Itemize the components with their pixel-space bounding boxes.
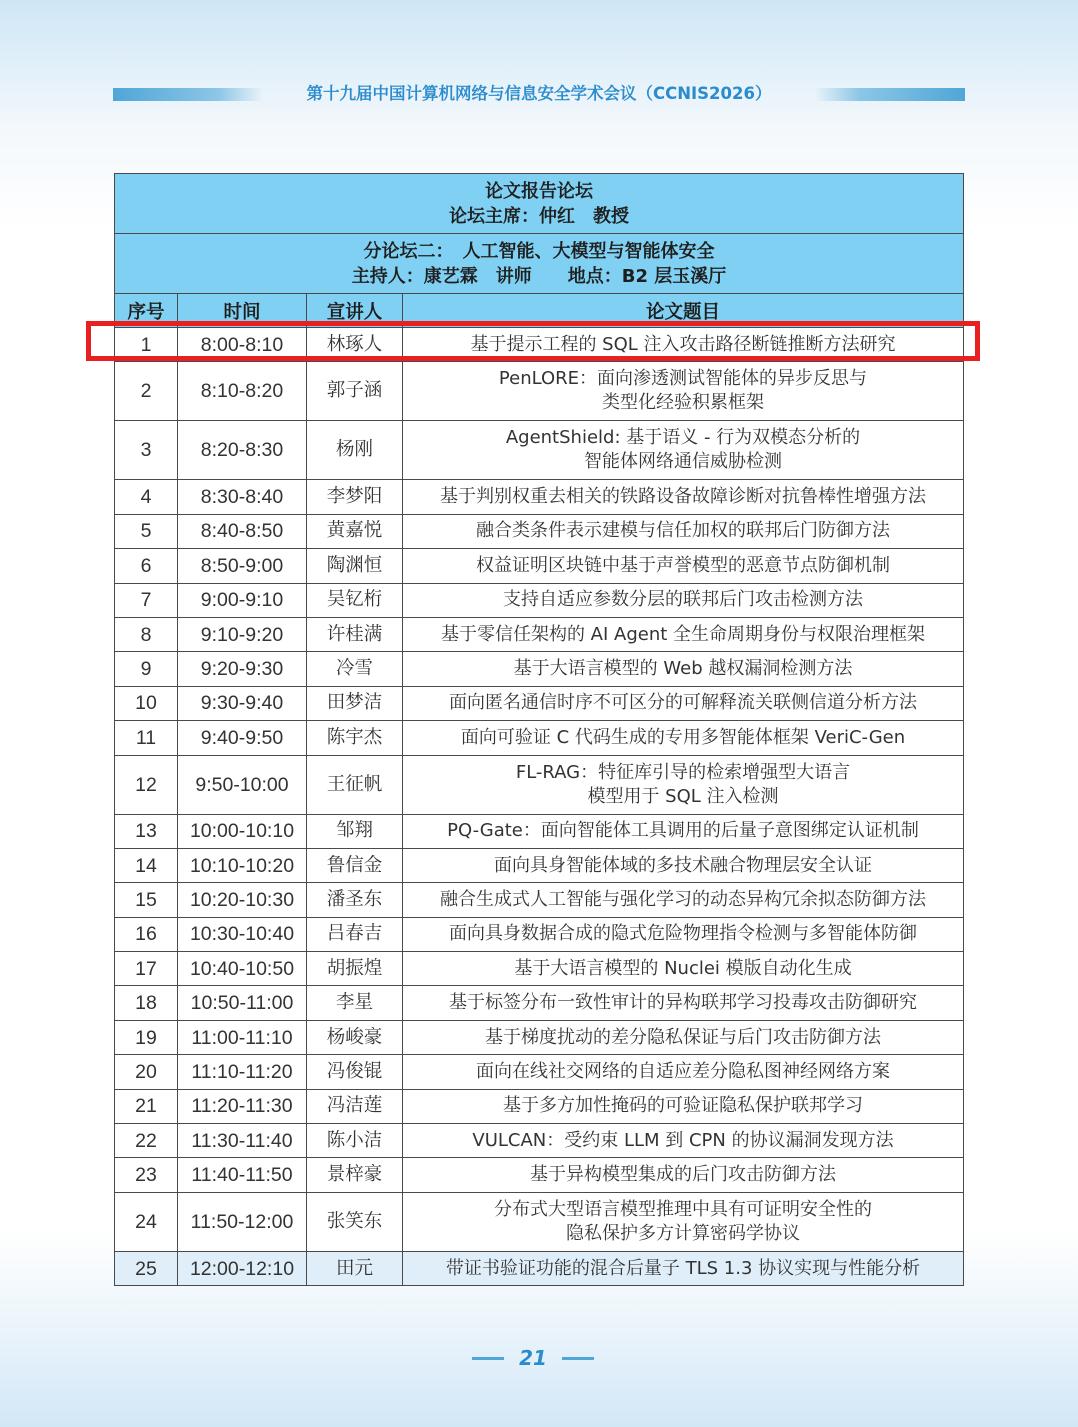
paper-title-line: 基于判别权重去相关的铁路设备故障诊断对抗鲁棒性增强方法 bbox=[440, 486, 926, 508]
row-speaker: 陈宇杰 bbox=[307, 721, 403, 755]
row-time: 12:00-12:10 bbox=[178, 1251, 307, 1285]
row-number: 14 bbox=[115, 848, 178, 882]
row-paper-title bbox=[403, 549, 964, 583]
paper-title-line: 基于梯度扰动的差分隐私保证与后门攻击防御方法 bbox=[485, 1026, 881, 1048]
row-time: 10:30-10:40 bbox=[178, 917, 307, 951]
row-number: 2 bbox=[115, 362, 178, 421]
row-time: 8:00-8:10 bbox=[178, 328, 307, 362]
row-time: 9:50-10:00 bbox=[178, 755, 307, 814]
row-speaker: 杨峻豪 bbox=[307, 1020, 403, 1054]
paper-title-line: 基于提示工程的 SQL 注入攻击路径断链推断方法研究 bbox=[470, 333, 896, 355]
table-row bbox=[115, 883, 964, 917]
row-paper-title bbox=[403, 1020, 964, 1054]
table-row bbox=[115, 617, 964, 651]
paper-title-line: AgentShield: 基于语义 - 行为双模态分析的 bbox=[505, 427, 861, 449]
page-number-line-left bbox=[472, 1357, 504, 1360]
paper-title-line: 基于标签分布一致性审计的异构联邦学习投毒攻击防御研究 bbox=[449, 992, 917, 1014]
row-paper-title bbox=[403, 1251, 964, 1285]
row-speaker: 李星 bbox=[307, 986, 403, 1020]
row-paper-title bbox=[403, 1124, 964, 1158]
highlight-box bbox=[86, 321, 980, 361]
row-time: 10:50-11:00 bbox=[178, 986, 307, 1020]
row-speaker: 冯俊锟 bbox=[307, 1055, 403, 1089]
row-speaker: 景梓豪 bbox=[307, 1158, 403, 1192]
page-number-block bbox=[470, 1344, 596, 1372]
forum-chair: 论坛主席：仲红 教授 bbox=[449, 205, 629, 227]
row-speaker: 杨刚 bbox=[307, 421, 403, 480]
col-header-time: 时间 bbox=[178, 294, 307, 328]
row-paper-title bbox=[403, 480, 964, 514]
row-speaker: 王征帆 bbox=[307, 755, 403, 814]
subforum-title: 分论坛二： 人工智能、大模型与智能体安全 bbox=[363, 240, 715, 262]
row-number: 7 bbox=[115, 583, 178, 617]
row-speaker: 郭子涵 bbox=[307, 362, 403, 421]
paper-title-line: 分布式大型语言模型推理中具有可证明安全性的 bbox=[494, 1198, 872, 1220]
row-number: 3 bbox=[115, 421, 178, 480]
row-time: 9:40-9:50 bbox=[178, 721, 307, 755]
table-row bbox=[115, 848, 964, 882]
forum-header-cell bbox=[115, 174, 964, 234]
paper-title-line: 基于异构模型集成的后门攻击防御方法 bbox=[530, 1164, 836, 1186]
paper-title-line: 支持自适应参数分层的联邦后门攻击检测方法 bbox=[503, 589, 863, 611]
paper-title-line: 面向具身数据合成的隐式危险物理指令检测与多智能体防御 bbox=[449, 923, 917, 945]
row-time: 9:30-9:40 bbox=[178, 686, 307, 720]
row-number: 17 bbox=[115, 952, 178, 986]
paper-title-line: 基于大语言模型的 Nuclei 模版自动化生成 bbox=[514, 957, 852, 979]
page-number-line-right bbox=[562, 1357, 594, 1360]
paper-title-line: 基于多方加性掩码的可验证隐私保护联邦学习 bbox=[503, 1095, 863, 1117]
row-number: 19 bbox=[115, 1020, 178, 1054]
header-decor-bar-left bbox=[113, 88, 263, 101]
row-speaker: 吕春吉 bbox=[307, 917, 403, 951]
row-paper-title bbox=[403, 1192, 964, 1251]
subforum-header-row bbox=[115, 234, 964, 294]
paper-title-line: PQ-Gate：面向智能体工具调用的后量子意图绑定认证机制 bbox=[447, 820, 919, 842]
row-number: 23 bbox=[115, 1158, 178, 1192]
paper-title-line: 面向具身智能体域的多技术融合物理层安全认证 bbox=[494, 854, 872, 876]
row-time: 8:30-8:40 bbox=[178, 480, 307, 514]
table-row bbox=[115, 952, 964, 986]
row-paper-title bbox=[403, 421, 964, 480]
paper-title-line-2: 隐私保护多方计算密码学协议 bbox=[566, 1222, 800, 1244]
table-row bbox=[115, 1089, 964, 1123]
row-paper-title bbox=[403, 617, 964, 651]
table-row bbox=[115, 549, 964, 583]
table-row bbox=[115, 1192, 964, 1251]
row-speaker: 胡振煌 bbox=[307, 952, 403, 986]
table-row bbox=[115, 514, 964, 548]
row-number: 18 bbox=[115, 986, 178, 1020]
row-speaker: 吴钇桁 bbox=[307, 583, 403, 617]
row-speaker: 李梦阳 bbox=[307, 480, 403, 514]
row-number: 12 bbox=[115, 755, 178, 814]
table-row bbox=[115, 362, 964, 421]
row-paper-title bbox=[403, 952, 964, 986]
row-time: 9:10-9:20 bbox=[178, 617, 307, 651]
row-speaker: 邹翔 bbox=[307, 814, 403, 848]
table-row bbox=[115, 583, 964, 617]
row-paper-title bbox=[403, 814, 964, 848]
row-speaker: 鲁信金 bbox=[307, 848, 403, 882]
conference-title: 第十九届中国计算机网络与信息安全学术会议（CCNIS2026） bbox=[306, 84, 772, 103]
header-decor-bar-right bbox=[815, 88, 965, 101]
row-time: 8:40-8:50 bbox=[178, 514, 307, 548]
row-time: 10:40-10:50 bbox=[178, 952, 307, 986]
forum-header-row bbox=[115, 174, 964, 234]
row-time: 11:50-12:00 bbox=[178, 1192, 307, 1251]
table-row bbox=[115, 652, 964, 686]
row-time: 9:20-9:30 bbox=[178, 652, 307, 686]
row-paper-title bbox=[403, 883, 964, 917]
table-row bbox=[115, 986, 964, 1020]
subforum-header-cell bbox=[115, 234, 964, 294]
row-paper-title bbox=[403, 721, 964, 755]
table-row bbox=[115, 421, 964, 480]
row-number: 6 bbox=[115, 549, 178, 583]
row-number: 11 bbox=[115, 721, 178, 755]
row-paper-title bbox=[403, 1089, 964, 1123]
row-time: 10:20-10:30 bbox=[178, 883, 307, 917]
row-time: 11:00-11:10 bbox=[178, 1020, 307, 1054]
row-speaker: 田元 bbox=[307, 1251, 403, 1285]
paper-title-line: 面向匿名通信时序不可区分的可解释流关联侧信道分析方法 bbox=[449, 692, 917, 714]
paper-title-line: PenLORE：面向渗透测试智能体的异步反思与 bbox=[498, 368, 868, 390]
table-row bbox=[115, 1251, 964, 1285]
row-number: 13 bbox=[115, 814, 178, 848]
row-time: 10:10-10:20 bbox=[178, 848, 307, 882]
table-row bbox=[115, 755, 964, 814]
row-paper-title bbox=[403, 986, 964, 1020]
table-row bbox=[115, 1124, 964, 1158]
table-row bbox=[115, 917, 964, 951]
row-speaker: 陈小洁 bbox=[307, 1124, 403, 1158]
row-speaker: 张笑东 bbox=[307, 1192, 403, 1251]
row-number: 22 bbox=[115, 1124, 178, 1158]
row-number: 5 bbox=[115, 514, 178, 548]
table-row bbox=[115, 1020, 964, 1054]
row-paper-title bbox=[403, 1055, 964, 1089]
row-number: 25 bbox=[115, 1251, 178, 1285]
row-time: 9:00-9:10 bbox=[178, 583, 307, 617]
paper-title-line: 面向在线社交网络的自适应差分隐私图神经网络方案 bbox=[476, 1060, 890, 1082]
row-paper-title bbox=[403, 514, 964, 548]
row-time: 8:20-8:30 bbox=[178, 421, 307, 480]
col-header-title: 论文题目 bbox=[403, 294, 964, 328]
row-paper-title bbox=[403, 848, 964, 882]
row-number: 8 bbox=[115, 617, 178, 651]
row-time: 10:00-10:10 bbox=[178, 814, 307, 848]
row-speaker: 林琢人 bbox=[307, 328, 403, 362]
paper-title-line: 基于大语言模型的 Web 越权漏洞检测方法 bbox=[513, 658, 853, 680]
forum-title: 论文报告论坛 bbox=[485, 180, 593, 202]
row-time: 8:50-9:00 bbox=[178, 549, 307, 583]
paper-title-line: 面向可验证 C 代码生成的专用多智能体框架 VeriC-Gen bbox=[460, 726, 906, 748]
paper-title-line-2: 模型用于 SQL 注入检测 bbox=[587, 785, 779, 807]
row-speaker: 冷雪 bbox=[307, 652, 403, 686]
paper-title-line-2: 智能体网络通信威胁检测 bbox=[584, 451, 782, 473]
row-speaker: 冯洁莲 bbox=[307, 1089, 403, 1123]
table-row bbox=[115, 480, 964, 514]
col-header-speaker: 宣讲人 bbox=[307, 294, 403, 328]
row-time: 11:30-11:40 bbox=[178, 1124, 307, 1158]
row-number: 24 bbox=[115, 1192, 178, 1251]
row-paper-title bbox=[403, 362, 964, 421]
row-paper-title bbox=[403, 917, 964, 951]
paper-title-line: 融合生成式人工智能与强化学习的动态异构冗余拟态防御方法 bbox=[440, 888, 926, 910]
paper-title-line: VULCAN：受约束 LLM 到 CPN 的协议漏洞发现方法 bbox=[472, 1129, 894, 1151]
row-speaker: 陶渊恒 bbox=[307, 549, 403, 583]
row-time: 8:10-8:20 bbox=[178, 362, 307, 421]
program-rows bbox=[115, 328, 964, 1286]
table-row bbox=[115, 1158, 964, 1192]
row-speaker: 黄嘉悦 bbox=[307, 514, 403, 548]
row-speaker: 田梦洁 bbox=[307, 686, 403, 720]
row-number: 4 bbox=[115, 480, 178, 514]
row-number: 20 bbox=[115, 1055, 178, 1089]
table-row bbox=[115, 814, 964, 848]
paper-title-line: 基于零信任架构的 AI Agent 全生命周期身份与权限治理框架 bbox=[440, 623, 926, 645]
row-number: 21 bbox=[115, 1089, 178, 1123]
row-number: 15 bbox=[115, 883, 178, 917]
row-time: 11:20-11:30 bbox=[178, 1089, 307, 1123]
row-paper-title bbox=[403, 1158, 964, 1192]
subforum-host: 主持人：康艺霖 讲师 地点：B2 层玉溪厅 bbox=[351, 265, 727, 287]
row-time: 11:40-11:50 bbox=[178, 1158, 307, 1192]
paper-title-line: 带证书验证功能的混合后量子 TLS 1.3 协议实现与性能分析 bbox=[445, 1257, 921, 1279]
page-number: 21 bbox=[519, 1346, 547, 1370]
row-paper-title bbox=[403, 755, 964, 814]
row-number: 16 bbox=[115, 917, 178, 951]
paper-title-line-2: 类型化经验积累框架 bbox=[602, 392, 764, 414]
row-speaker: 潘圣东 bbox=[307, 883, 403, 917]
row-speaker: 许桂满 bbox=[307, 617, 403, 651]
row-number: 1 bbox=[115, 328, 178, 362]
paper-title-line: 权益证明区块链中基于声誉模型的恶意节点防御机制 bbox=[476, 554, 890, 576]
row-number: 10 bbox=[115, 686, 178, 720]
row-number: 9 bbox=[115, 652, 178, 686]
paper-title-line: FL-RAG：特征库引导的检索增强型大语言 bbox=[515, 761, 851, 783]
row-paper-title bbox=[403, 652, 964, 686]
row-time: 11:10-11:20 bbox=[178, 1055, 307, 1089]
table-row bbox=[115, 721, 964, 755]
row-paper-title bbox=[403, 583, 964, 617]
paper-title-line: 融合类条件表示建模与信任加权的联邦后门防御方法 bbox=[476, 520, 890, 542]
row-paper-title bbox=[403, 686, 964, 720]
table-row bbox=[115, 1055, 964, 1089]
table-row bbox=[115, 686, 964, 720]
col-header-no: 序号 bbox=[115, 294, 178, 328]
